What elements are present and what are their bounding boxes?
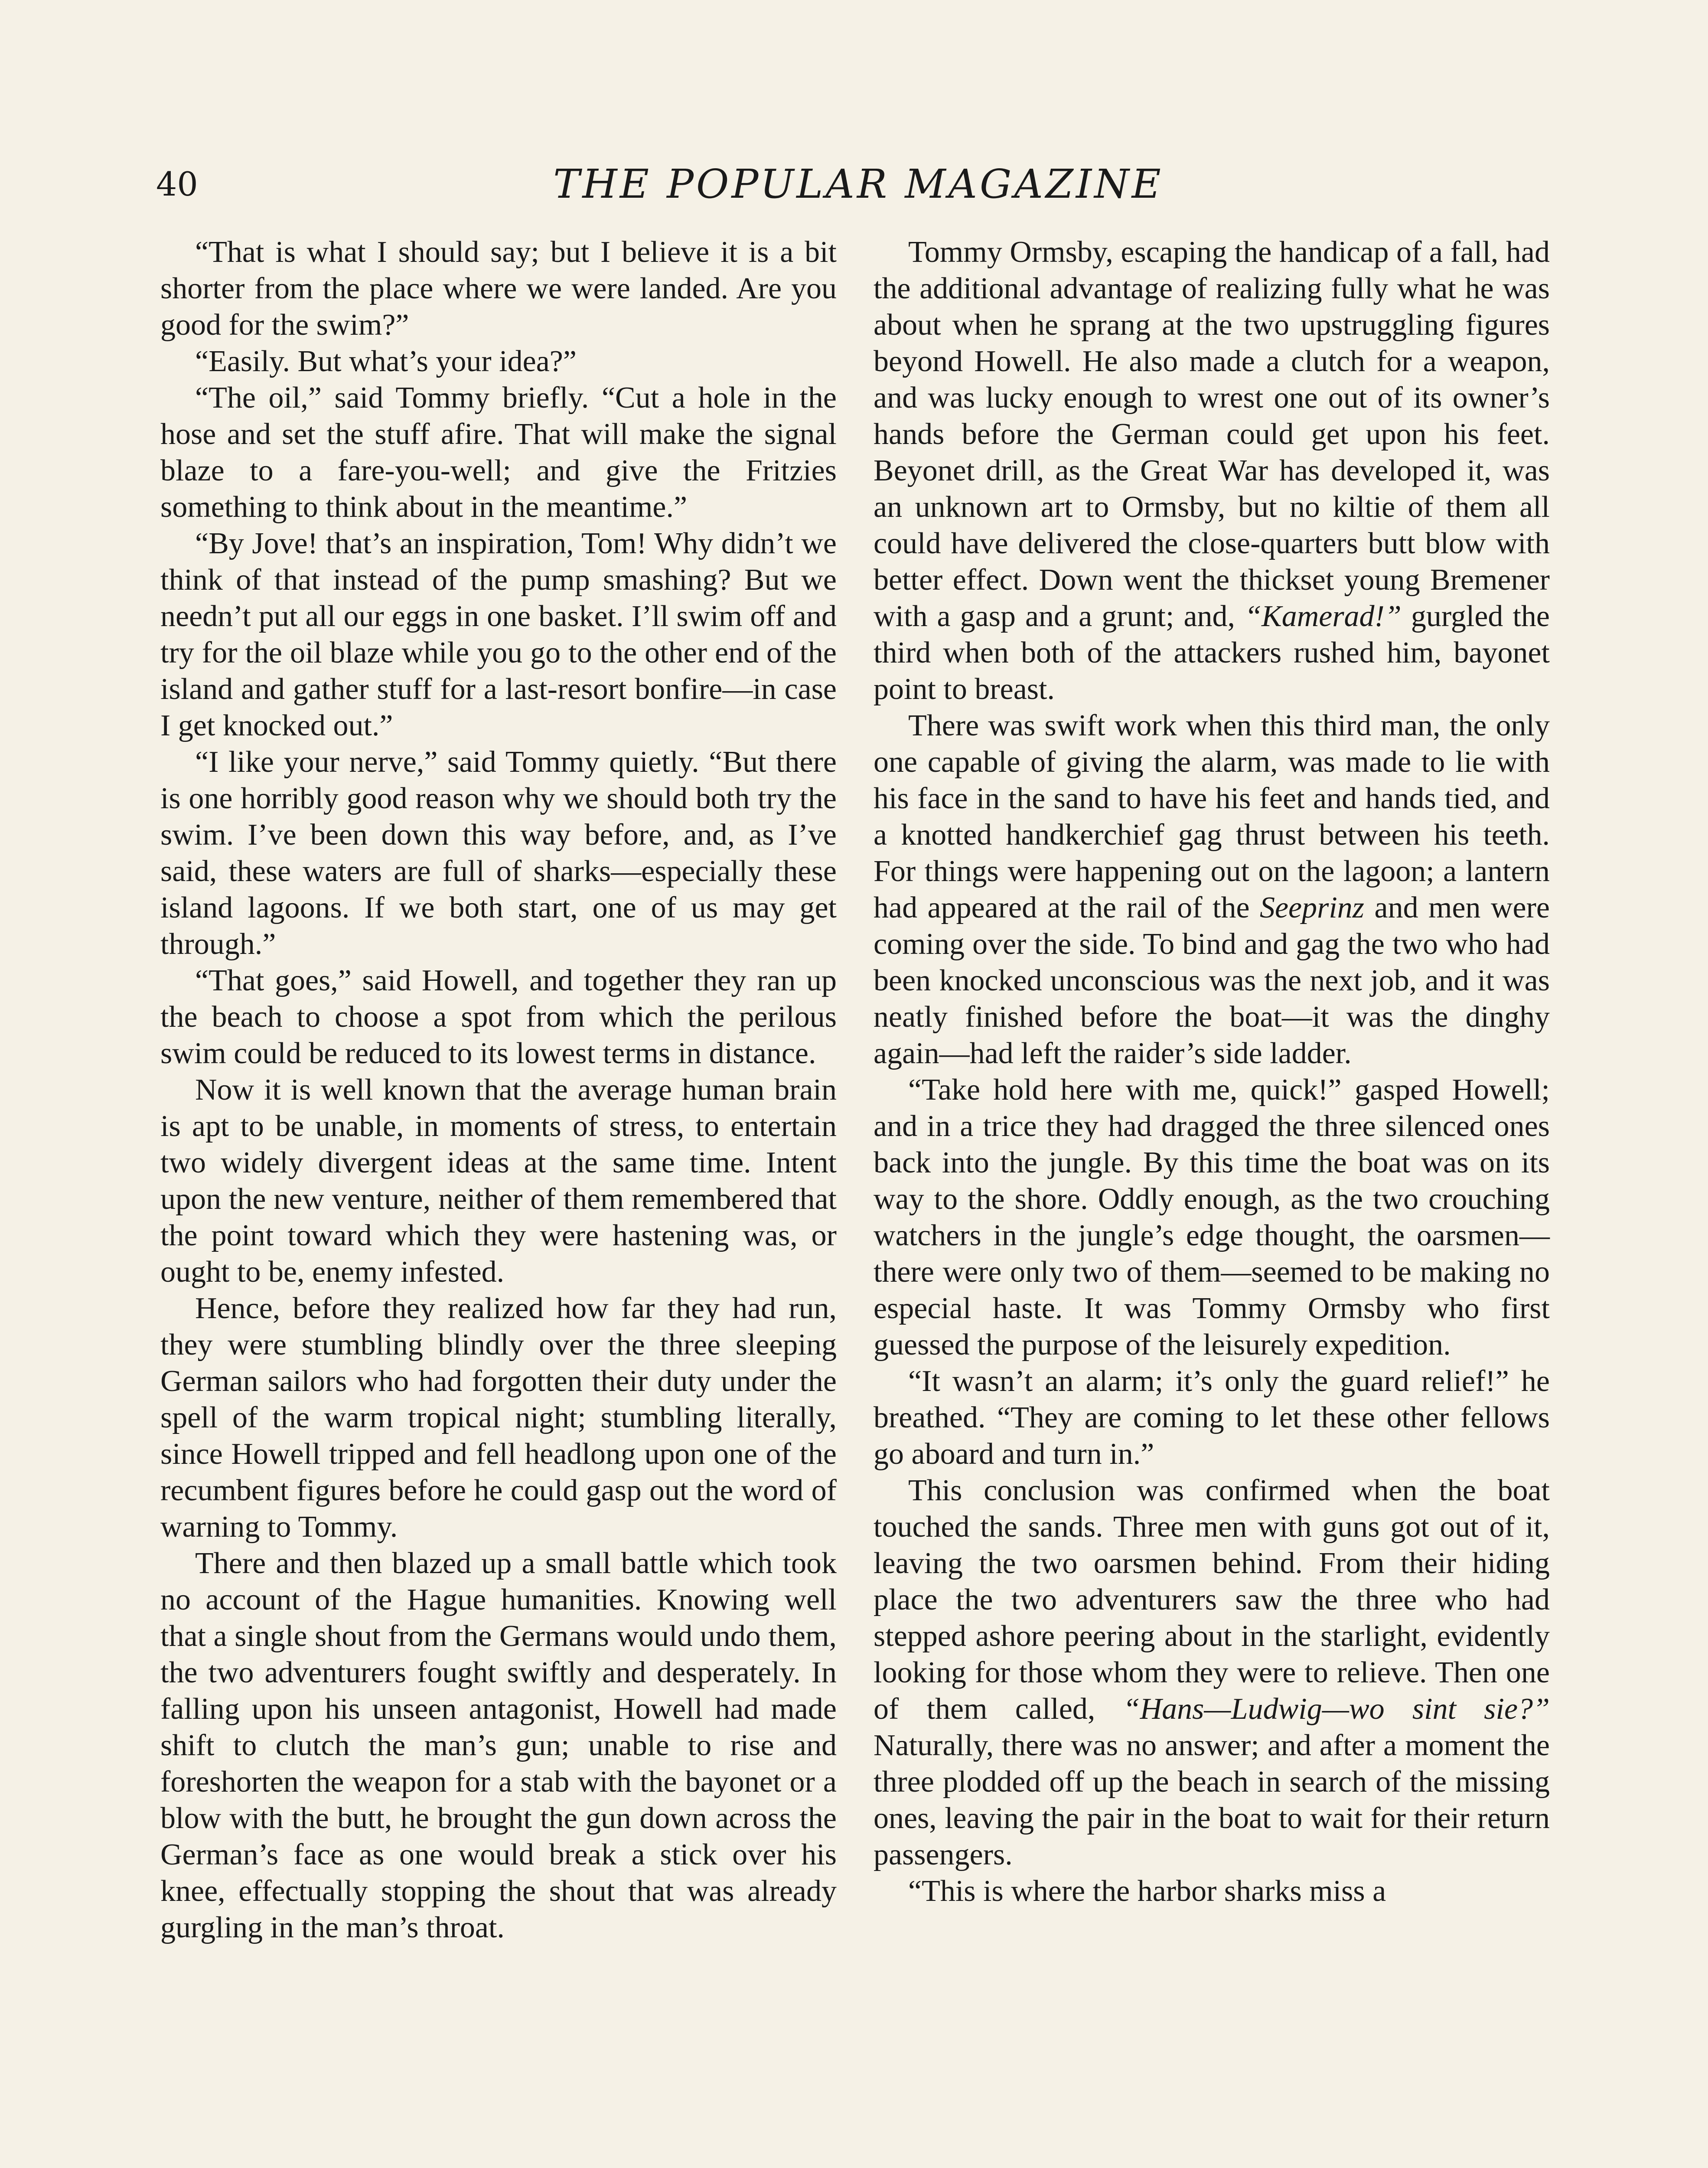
paragraph (874, 234, 1550, 708)
paragraph: Hence, before they realized how far they had run, they were stumbling blindly over the three sleeping German sailors who had forgotten their duty under the spell of the warm tropical night; stumbling literally, since Howell tripped and fell headlong upon one of the recumbent figures before he could gasp out the word of warning to Tommy. (160, 1292, 837, 1544)
paragraph (874, 708, 1550, 1072)
paragraph: There and then blazed up a small battle which took no account of the Hague humanities. Knowing well that a single shout from the Germans would undo them, the two adventurers fought swiftly and desperately. In falling upon his unseen antagonist, Howell had made shift to clutch the man’s gun; unable to rise and foreshorten the weapon for a stab with the bayonet or a blow with the butt, he brought the gun down across the German’s face as one would break a stick over his knee, effectually stopping the shout that was already gurgling in the man’s throat. (160, 1547, 837, 1944)
italic-phrase: “Kamerad!” (1245, 600, 1402, 633)
text-run: There was swift work when this third man, the only one capable of giving the alarm, was made to lie with his face in the sand to have his feet and hands tied, and a knotted handkerchief gag thrust between his teeth. For things were happening out on the lagoon; a lantern had appeared at the rail of the (874, 709, 1550, 924)
text-run: This conclusion was confirmed when the boat touched the sands. Three men with guns got out of it, leaving the two oarsmen behind. From their hiding place the two adventurers saw the three who had stepped ashore peering about in the starlight, evidently looking for those whom they were to relieve. Then one of them called, (874, 1474, 1550, 1726)
italic-phrase: “Hans—Ludwig—wo sint sie?” (1123, 1692, 1550, 1726)
right-column (874, 234, 1550, 1910)
paragraph: Now it is well known that the average human brain is apt to be unable, in moments of stress, to entertain two widely divergent ideas at the same time. Intent upon the new venture, neither of them remembered that the point toward which they were hastening was, or ought to be, enemy infested. (160, 1073, 837, 1289)
paragraph: “That is what I should say; but I believe it is a bit shorter from the place where we were landed. Are you good for the swim?” (160, 235, 837, 342)
paragraph: “The oil,” said Tommy briefly. “Cut a hole in the hose and set the stuff afire. That will make the signal blaze to a fare-you-well; and give the Fritzies something to think about in the meantime.” (160, 381, 837, 524)
text-run: gurgled the third when both of the attackers rushed him, bayonet point to breast. (874, 600, 1550, 706)
text-run: and men were coming over the side. To bind and gag the two who had been knocked unconscious was the next job, and it was neatly finished before the boat—it was the dinghy again—had left the raider’s side ladder. (874, 891, 1550, 1070)
text-run: Naturally, there was no answer; and after a moment the three plodded off up the beach in search of the missing ones, leaving the pair in the boat to wait for their return passengers. (874, 1729, 1550, 1871)
paragraph (874, 1473, 1550, 1873)
page-header (156, 160, 1561, 208)
running-title: THE POPULAR MAGAZINE (553, 161, 1164, 207)
paragraph: “This is where the harbor sharks miss a (908, 1874, 1386, 1908)
paragraph: “It wasn’t an alarm; it’s only the guard relief!” he breathed. “They are coming to let these other fellows go aboard and turn in.” (874, 1365, 1550, 1471)
ship-name: Seeprinz (1259, 891, 1365, 924)
paragraph: “Take hold here with me, quick!” gasped Howell; and in a trice they had dragged the three silenced ones back into the jungle. By this time the boat was on its way to the shore. Oddly enough, as the two crouching watchers in the jungle’s edge thought, the oarsmen—there were only two of them—seemed to be making no especial haste. It was Tommy Ormsby who first guessed the purpose of the leisurely expedition. (874, 1073, 1550, 1362)
text-run: Tommy Ormsby, escaping the handicap of a fall, had the additional advantage of realizing fully what he was about when he sprang at the two upstruggling figures beyond Howell. He also made a clutch for a weapon, and was lucky enough to wrest one out of its owner’s hands before the German could get upon his feet. Beyonet drill, as the Great War has developed it, was an unknown art to Ormsby, but no kiltie of them all could have delivered the close-quarters butt blow with better effect. Down went the thickset young Bremener with a gasp and a grunt; and, (874, 235, 1550, 633)
paragraph: “I like your nerve,” said Tommy quietly. “But there is one horribly good reason why we should both try the swim. I’ve been down this way before, and, as I’ve said, these waters are full of sharks—especially these island lagoons. If we both start, one of us may get through.” (160, 745, 837, 961)
page-number: 40 (156, 165, 198, 203)
left-column (160, 234, 837, 1946)
paragraph: “By Jove! that’s an inspiration, Tom! Why didn’t we think of that instead of the pump smashing? But we needn’t put all our eggs in one basket. I’ll swim off and try for the oil blaze while you go to the other end of the island and gather stuff for a last-resort bonfire—in case I get knocked out.” (160, 527, 837, 742)
paragraph: “Easily. But what’s your idea?” (195, 345, 577, 378)
paragraph: “That goes,” said Howell, and together they ran up the beach to choose a spot from which the perilous swim could be reduced to its lowest terms in distance. (160, 964, 837, 1070)
